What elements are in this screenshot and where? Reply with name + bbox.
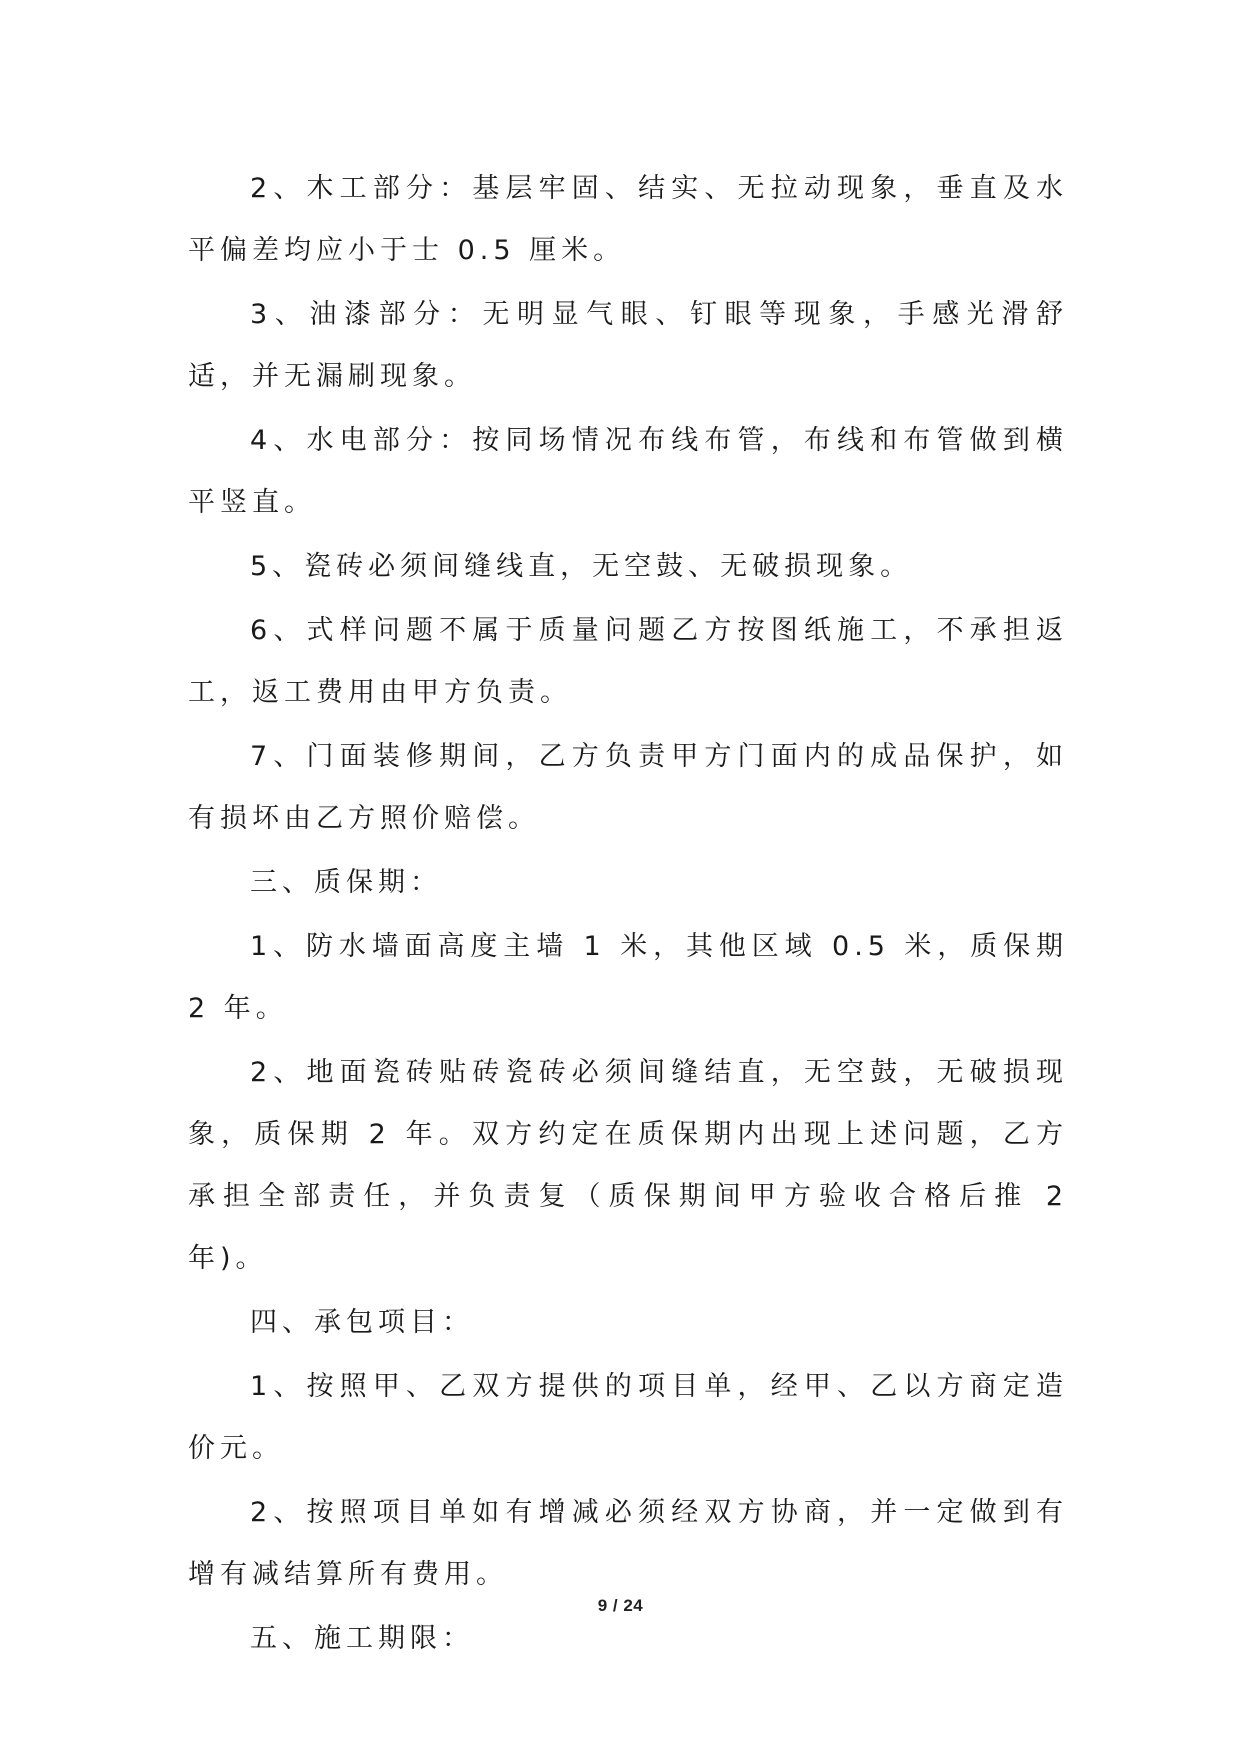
paragraph-floor-tile-warranty: 2、地面瓷砖贴砖瓷砖必须间缝结直，无空鼓，无破损现象，质保期 2 年。双方约定在质保期内出现上述问题，乙方承担全部责任，并负责复（质保期间甲方验收合格后推 2 年)。	[188, 1057, 1068, 1274]
paragraph-item-list-price: 1、按照甲、乙双方提供的项目单，经甲、乙以方商定造价元。	[188, 1371, 1068, 1464]
page-number: 9 / 24	[597, 1596, 644, 1615]
paragraph-style-issues: 6、式样问题不属于质量问题乙方按图纸施工，不承担返工，返工费用由甲方负责。	[188, 615, 1068, 708]
section-heading-contract-items: 四、承包项目：	[250, 1307, 474, 1338]
section-heading-construction-period: 五、施工期限：	[250, 1623, 474, 1654]
section-heading-warranty: 三、质保期：	[250, 867, 442, 898]
paragraph-woodwork: 2、木工部分：基层牢固、结实、无拉动现象，垂直及水平偏差均应小于士 0.5 厘米。	[188, 173, 1068, 266]
document-body	[188, 158, 1068, 1672]
paragraph-paint: 3、油漆部分：无明显气眼、钉眼等现象，手感光滑舒适，并无漏刷现象。	[188, 299, 1068, 392]
paragraph-plumbing-electric: 4、水电部分：按同场情况布线布管，布线和布管做到横平竖直。	[188, 425, 1068, 518]
paragraph-item-changes: 2、按照项目单如有增减必须经双方协商，并一定做到有增有减结算所有费用。	[188, 1497, 1068, 1590]
paragraph-tiles: 5、瓷砖必须间缝线直，无空鼓、无破损现象。	[250, 551, 913, 582]
paragraph-waterproof-warranty: 1、防水墙面高度主墙 1 米，其他区域 0.5 米，质保期 2 年。	[188, 931, 1068, 1024]
paragraph-protection: 7、门面装修期间，乙方负责甲方门面内的成品保护，如有损坏由乙方照价赔偿。	[188, 741, 1068, 834]
